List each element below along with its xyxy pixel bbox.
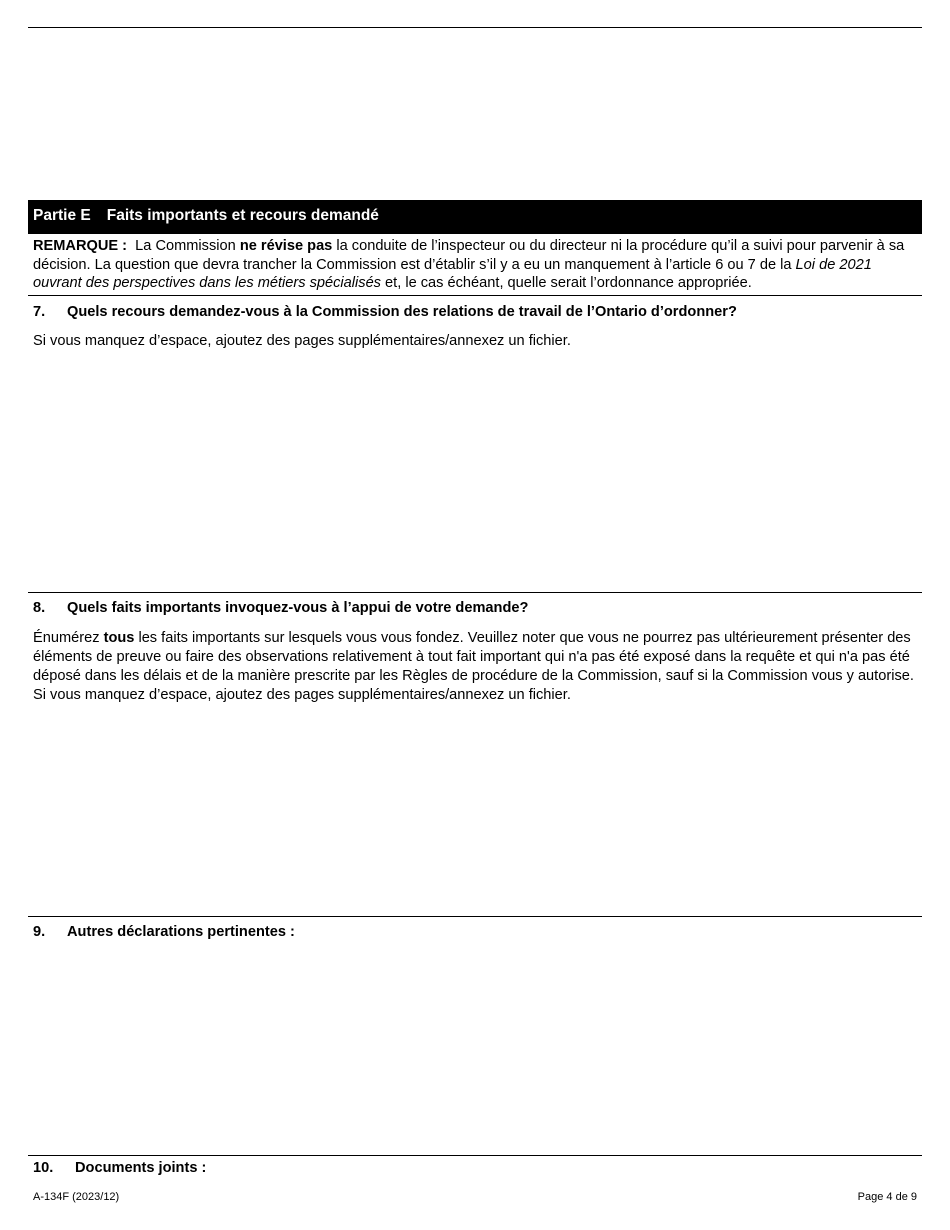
q8-question — [33, 599, 528, 617]
section-header — [28, 200, 922, 234]
top-divider — [28, 27, 922, 28]
section-part-label: Partie E — [33, 207, 91, 224]
q8-instruction-emphasis: tous — [103, 630, 135, 646]
q8-instruction — [33, 629, 917, 705]
q9-divider — [28, 916, 922, 917]
q10-question — [33, 1159, 206, 1177]
q9-number: 9. — [33, 924, 46, 940]
q8-divider — [28, 592, 922, 593]
q7-divider — [28, 295, 922, 296]
q7-instruction: Si vous manquez d’espace, ajoutez des pages supplémentaires/annexez un fichier. — [33, 333, 571, 349]
q9-text: Autres déclarations pertinentes : — [67, 924, 295, 940]
q8-number: 8. — [33, 600, 46, 616]
q7-number: 7. — [33, 304, 46, 320]
q8-instruction-text: les faits importants sur lesquels vous vous fondez. Veuillez noter que vous ne pourrez pas ultérieurement présenter des éléments de preuve ou faire des observations relativement à tout fait important qui n'a pas été exposé dans la requête et qui n'a pas été déposé dans les délais et de la manière prescrite par les Règles de procédure de la Commission, sauf si la Commission vous y autorise. Si vous manquez d’espace, ajoutez des pages supplémentaires/annexez un fichier. — [33, 630, 914, 703]
section-title: Faits importants et recours demandé — [106, 207, 379, 224]
law-title: Loi de 2021 ouvrant des perspectives dans les métiers spécialisés — [33, 256, 872, 292]
q10-text: Documents joints : — [75, 1160, 207, 1176]
q8-text: Quels faits importants invoquez-vous à l’appui de votre demande? — [67, 600, 529, 616]
q7-text: Quels recours demandez-vous à la Commission des relations de travail de l’Ontario d’ordonner? — [67, 304, 737, 320]
q10-number: 10. — [33, 1160, 54, 1176]
remark-text: La Commission — [135, 238, 236, 254]
q7-answer-field[interactable] — [33, 356, 917, 586]
q8-answer-field[interactable] — [33, 710, 917, 910]
remark-text: et, le cas échéant, quelle serait l’ordonnance appropriée. — [385, 275, 752, 292]
q7-question — [33, 303, 737, 321]
remark-text: la conduite de l’inspecteur ou du directeur ni la procédure qu’il a suivi pour parvenir à sa décision. La question que devra trancher la Commission est d’établir s’il y a eu un manquement à l’article 6 ou 7 de la — [33, 238, 905, 273]
q10-divider — [28, 1155, 922, 1156]
q9-answer-field[interactable] — [33, 946, 917, 1150]
remark-label: REMARQUE : — [33, 238, 128, 254]
q9-question — [33, 923, 295, 941]
remark-emphasis: ne révise pas — [239, 238, 333, 254]
page-number: Page 4 de 9 — [857, 1191, 917, 1203]
q8-instruction-text: Énumérez — [33, 630, 100, 646]
form-id: A-134F (2023/12) — [33, 1191, 120, 1203]
remark-note — [33, 237, 921, 293]
